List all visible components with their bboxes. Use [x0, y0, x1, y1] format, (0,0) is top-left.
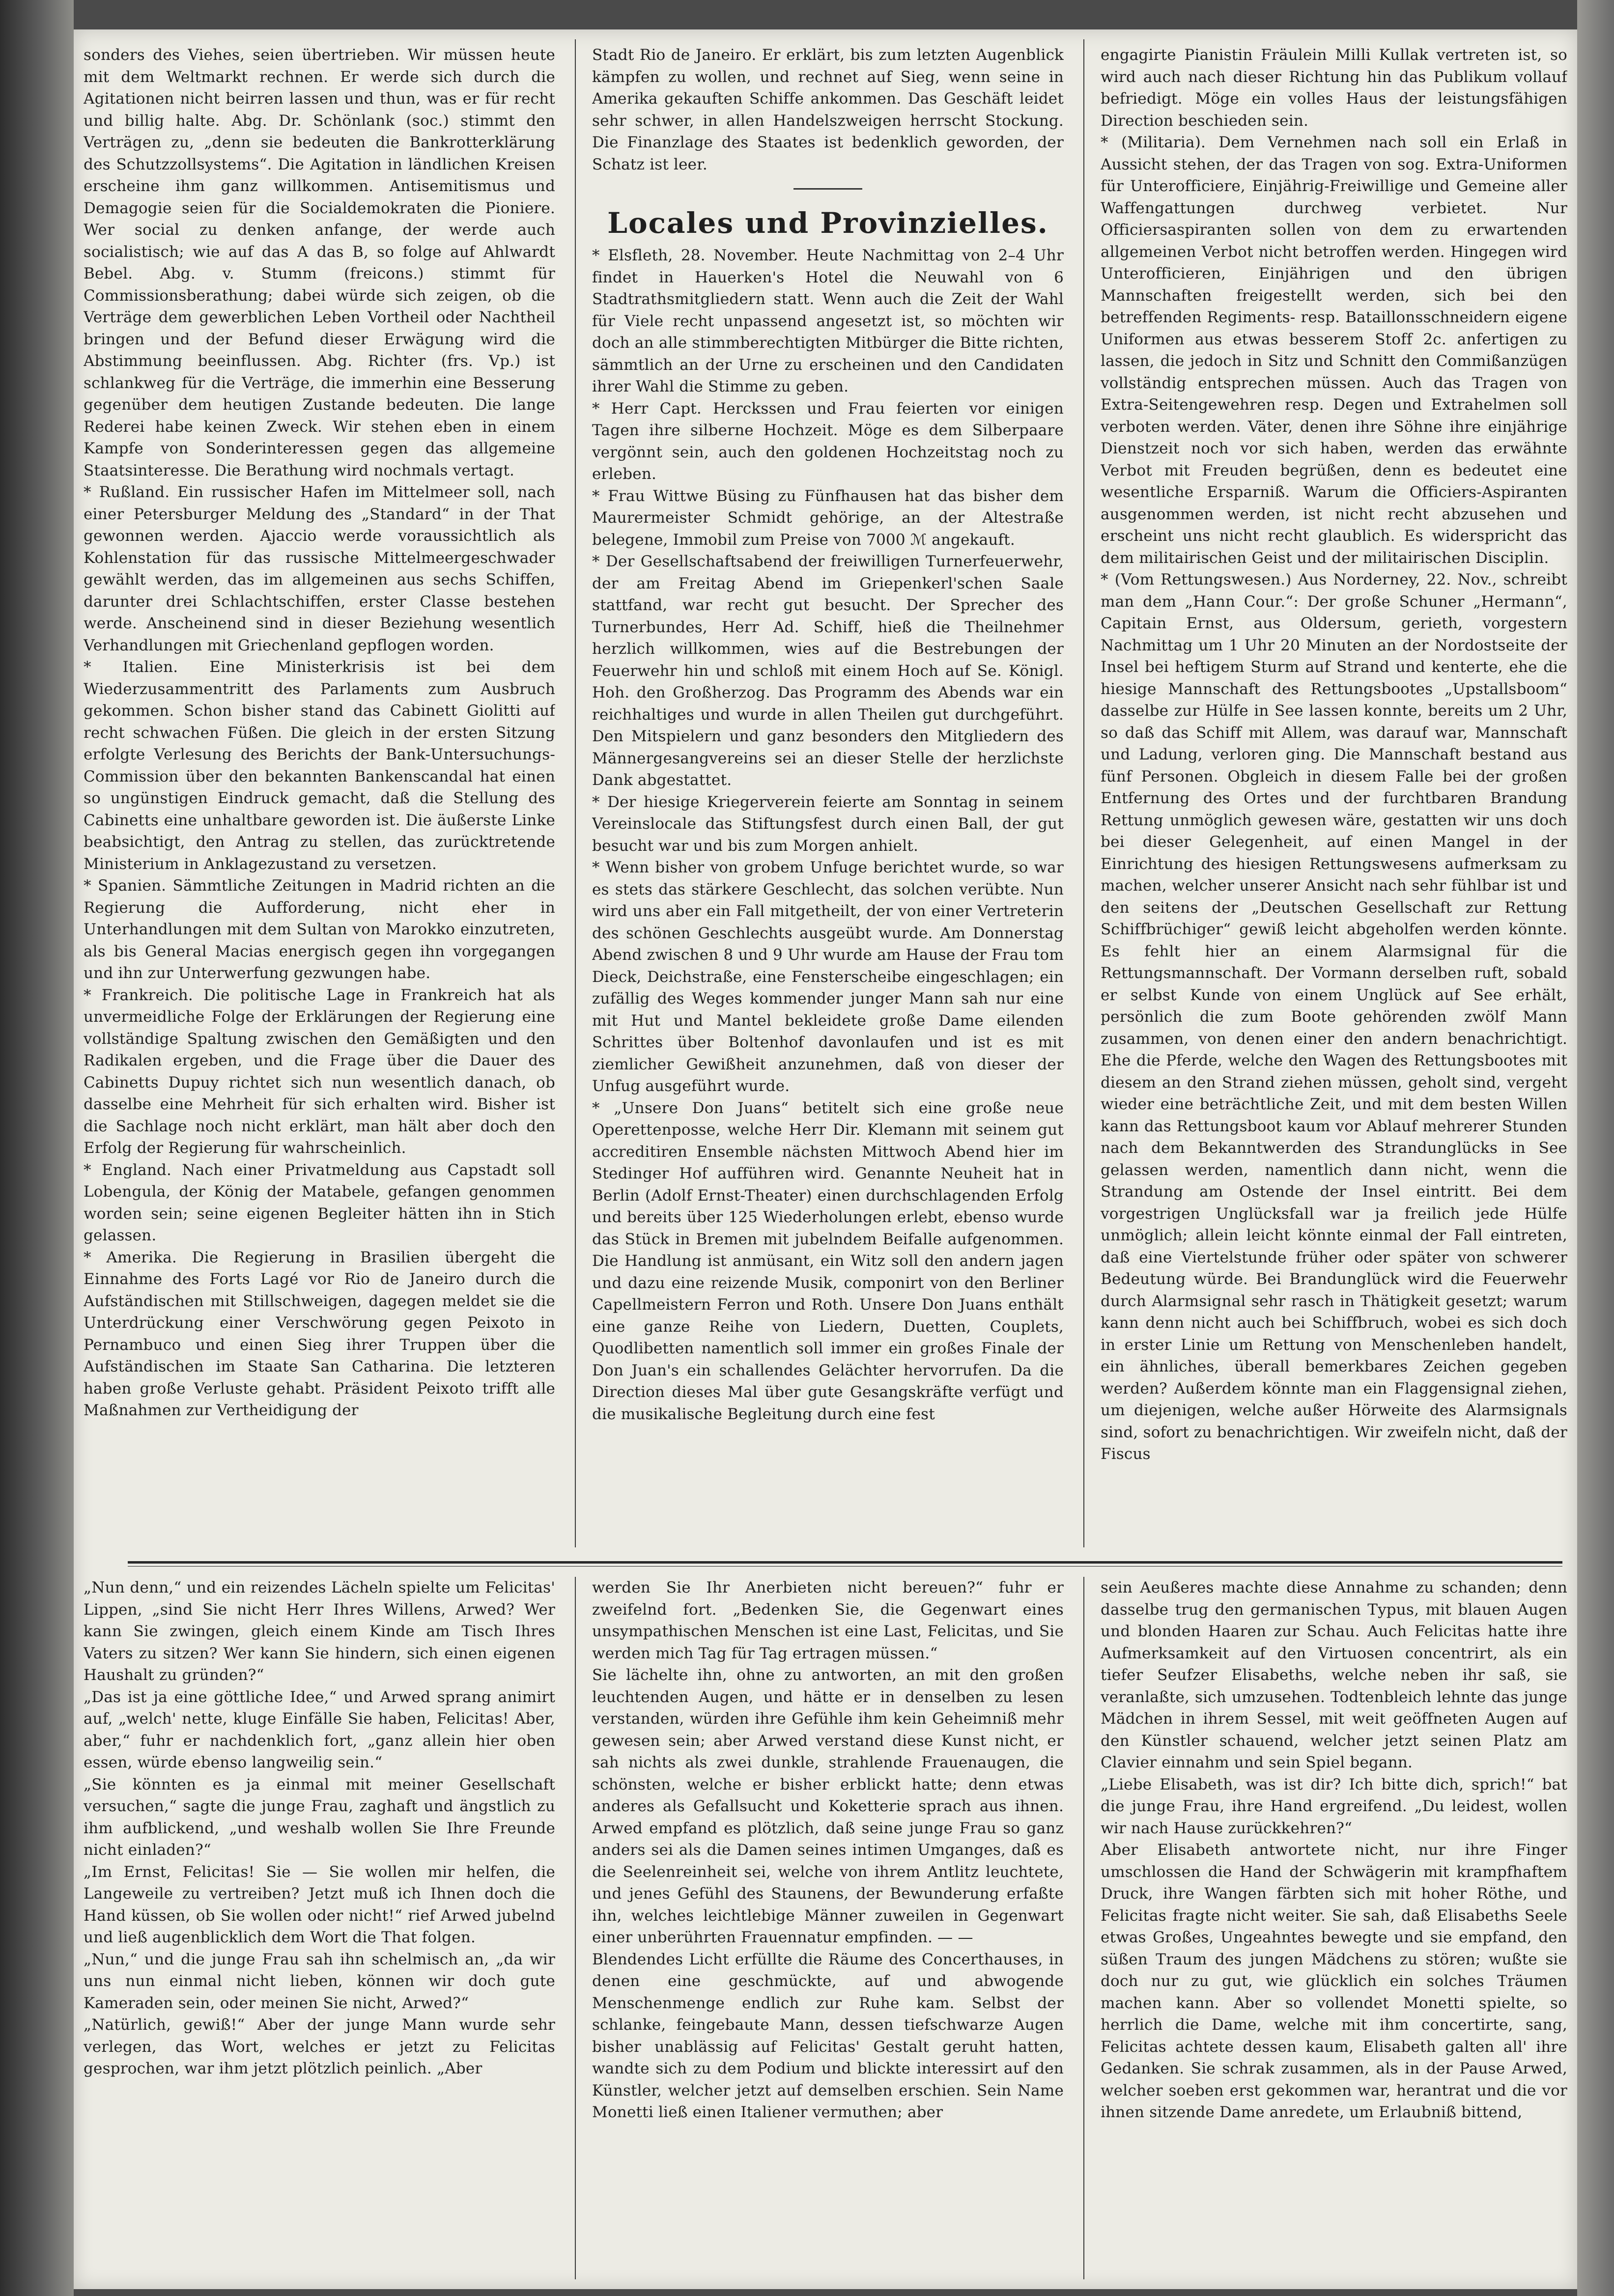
article-paragraph: * (Vom Rettungswesen.) Aus Norderney, 22. Nov., schreibt man dem „Hann Cour.“: Der große Schuner „Hermann“, Capitain Ernst, aus Oldersum, gerieth, vorgestern Nachmittag um 1 Uhr 20 Minuten an der Nordostseite der Insel bei heftigem Sturm auf Strand und kenterte, ehe die hiesige Mannschaft des Rettungsbootes „Upstallsboom“ dasselbe zur Hülfe in See lassen konnte, bereits um 2 Uhr, so daß das Schiff mit Allem, was darauf war, Mannschaft und Ladung, verloren ging. Die Mannschaft bestand aus fünf Personen. Obgleich in diesem Falle bei der großen Entfernung des Ortes und der furchtbaren Brandung Rettung unmöglich gewesen wäre, gestatten wir uns doch bei dieser Gelegenheit, auf einen Mangel in der Einrichtung des hiesigen Rettungswesens aufmerksam zu machen, welcher unserer Ansicht nach sehr fühlbar ist und den seitens der „Deutschen Gesellschaft zur Rettung Schiffbrüchiger“ gewiß leicht abgeholfen werden könnte. Es fehlt hier an einem Alarmsignal für die Rettungsmannschaft. Der Vormann derselben ruft, sobald er selbst Kunde von einem Unglück auf See erhält, persönlich die zum Boote gehörenden zwölf Mann zusammen, von denen einer den andern benachrichtigt. Ehe die Pferde, welche den Wagen des Rettungsbootes mit diesem an den Strand ziehen müssen, geholt sind, vergeht wieder eine beträchtliche Zeit, und mit dem besten Willen kann das Rettungsboot kaum vor Ablauf mehrerer Stunden nach dem Bekanntwerden des Strandunglücks in See gelassen werden, namentlich dann nicht, wenn die Strandung am Ostende der Insel eintritt. Bei dem vorgestrigen Unglücksfall war ja freilich jede Hülfe unmöglich; allein leicht könnte einmal der Fall eintreten, daß eine Viertelstunde früher oder später von schwerer Bedeutung würde. Bei Brandunglück wird die Feuerwehr durch Alarmsignal sehr rasch in Thätigkeit gesetzt; warum kann denn nicht auch bei Schiffbruch, wobei es sich doch in erster Linie um Rettung von Menschenleben handelt, ein ähnliches, überall bemerkbares Zeichen gegeben werden? Außerdem könnte man ein Flaggensignal ziehen, um diejenigen, welche außer Hörweite des Alarmsignals sind, sofort zu benachrichtigen. Wir zweifeln nicht, daß der Fiscus	[1101, 571, 1567, 1463]
short-rule	[793, 188, 862, 190]
article-paragraph: * Herr Capt. Herckssen und Frau feierten vor einigen Tagen ihre silberne Hochzeit. Möge es dem Silberpaare vergönnt sein, auch den goldenen Hochzeitstag noch zu erleben.	[592, 399, 1064, 483]
story-paragraph: „Im Ernst, Felicitas! Sie — Sie wollen mir helfen, die Langeweile zu vertreiben? Jetzt muß ich Ihnen doch die Hand küssen, ob Sie wollen oder nicht!“ rief Arwed jubelnd und ließ augenblicklich dem Wort die That folgen.	[84, 1863, 555, 1946]
story-paragraph: Sie lächelte ihn, ohne zu antworten, an mit den großen leuchtenden Augen, und hätte er in denselben zu lesen verstanden, würden ihre Gefühle ihm kein Geheimniß mehr gewesen sein; aber Arwed verstand diese Kunst nicht, er sah nichts als zwei dunkle, strahlende Frauenaugen, die schönsten, welche er bisher erblickt hatte; denn etwas anderes als Gefallsucht und Koketterie sprach aus ihnen. Arwed empfand es plötzlich, daß seine junge Frau so ganz anders sei als die Damen seines intimen Umganges, daß es die Seelenreinheit sei, welche von ihrem Antlitz leuchtete, und jenes Gefühl des Staunens, der Bewunderung erfaßte ihn, welches leichtlebige Männer zuweilen in Gegenwart einer unberührten Frauennatur empfinden. — —	[592, 1666, 1064, 1946]
story-paragraph: „Das ist ja eine göttliche Idee,“ und Arwed sprang animirt auf, „welch' nette, kluge Einfälle Sie haben, Felicitas! Aber, aber,“ fuhr er nachdenklich fort, „ganz allein hier oben essen, würde ebenso langweilig sein.“	[84, 1688, 555, 1771]
story-paragraph: Aber Elisabeth antwortete nicht, nur ihre Finger umschlossen die Hand der Schwägerin mit krampfhaftem Druck, ihre Wangen färbten sich mit hoher Röthe, und Felicitas fragte nicht weiter. Sie sah, daß Elisabeths Seele etwas Großes, Ungeahntes bewegte und sie empfand, den süßen Traum des jungen Mädchens zu stören; wußte sie doch nur zu gut, wie glücklich ein solches Träumen machen kann. Aber so vollendet Monetti spielte, so herrlich die Dame, welche mit ihm concertirte, sang, Felicitas achtete dessen kaum, Elisabeth galten all' ihre Gedanken. Sie schrak zusammen, als in der Pause Arwed, welcher soeben erst gekommen war, herantrat und die vor ihnen sitzende Dame anredete, um Erlaubniß bittend,	[1101, 1841, 1567, 2121]
article-paragraph: * Frankreich. Die politische Lage in Frankreich hat als unvermeidliche Folge der Erklärungen der Regierung eine vollständige Spaltung zwischen den Gemäßigten und den Radikalen ergeben, und die Frage über die Dauer des Cabinetts Dupuy richtet sich nun wesentlich danach, ob dasselbe eine Mehrheit für sich erhalten wird. Bisher ist die Sachlage noch nicht erklärt, man hält aber doch den Erfolg der Regierung für wahrscheinlich.	[84, 986, 555, 1157]
story-paragraph: Blendendes Licht erfüllte die Räume des Concerthauses, in denen eine geschmückte, auf und abwogende Menschenmenge endlich zur Ruhe kam. Selbst der schlanke, feingebaute Mann, dessen tiefschwarze Augen bisher unablässig auf Felicitas' Gestalt geruht hatten, wandte sich zu dem Podium und blickte interessirt auf den Künstler, welcher jetzt auf demselben erschien. Sein Name Monetti ließ einen Italiener vermuthen; aber	[592, 1950, 1064, 2121]
column-rule	[1083, 1577, 1084, 2279]
story-paragraph: „Sie könnten es ja einmal mit meiner Gesellschaft versuchen,“ sagte die junge Frau, zaghaft und ängstlich zu ihm aufblickend, „und weshalb wollen Sie Ihre Freunde nicht einladen?“	[84, 1775, 555, 1859]
article-paragraph: * Elsfleth, 28. November. Heute Nachmittag von 2–4 Uhr findet in Hauerken's Hotel die Neuwahl von 6 Stadtrathsmitgliedern statt. Wenn auch die Zeit der Wahl für Viele recht unpassend angesetzt ist, so möchten wir doch an alle stimmberechtigten Mitbürger die Bitte richten, sämmtlich an der Urne zu erscheinen und den Candidaten ihrer Wahl die Stimme zu geben.	[592, 247, 1064, 395]
newspaper-page	[74, 29, 1577, 2289]
article-paragraph: * Der Gesellschaftsabend der freiwilligen Turnerfeuerwehr, der am Freitag Abend im Griepenkerl'schen Saale stattfand, war recht gut besucht. Der Sprecher des Turnerbundes, Herr Ad. Schiff, hieß die Theilnehmer herzlich willkommen, wies auf die Bestrebungen der Feuerwehr hin und schloß mit einem Hoch auf Se. Königl. Hoh. den Großherzog. Das Programm des Abends war ein reichhaltiges und wurde in allen Theilen gut durchgeführt. Den Mitspielern und ganz besonders den Mitgliedern des Männergesangvereins sei an dieser Stelle der herzlichste Dank abgestattet.	[592, 553, 1064, 789]
article-paragraph: * Amerika. Die Regierung in Brasilien übergeht die Einnahme des Forts Lagé vor Rio de Janeiro durch die Aufständischen mit Stillschweigen, dagegen meldet sie die Unterdrückung einer Verschwörung gegen Peixoto in Pernambuco und einen Sieg ihrer Truppen über die Aufständischen im Staate San Catharina. Die letzteren haben große Verluste gehabt. Präsident Peixoto trifft alle Maßnahmen zur Vertheidigung der	[84, 1248, 555, 1419]
feuilleton-column-2	[592, 1577, 1064, 2279]
article-paragraph: sonders des Viehes, seien übertrieben. Wir müssen heute mit dem Weltmarkt rechnen. Er werde sich durch die Agitationen nicht beirren lassen und thun, was er für recht und billig halte. Abg. Dr. Schönlank (soc.) stimmt den Verträgen zu, „denn sie bedeuten die Bankrotterklärung des Schutzzollsystems“. Die Agitation in ländlichen Kreisen erscheine ihm ganz willkommen. Antisemitismus und Demagogie seien für die Socialdemokraten die Pioniere. Wer social zu denken anfange, der werde auch socialistisch; wie auf das A das B, so folge auf Ahlwardt Bebel. Abg. v. Stumm (freicons.) stimmt für Commissionsberathung; dabei würde sich zeigen, ob die Verträge dem gewerblichen Leben Vortheil oder Nachtheil bringen und der Befund dieser Erwägung wird die Abstimmung beeinflussen. Abg. Richter (frs. Vp.) ist schlankweg für die Verträge, die immerhin eine Besserung gegenüber dem heutigen Zustande bedeuten. Die lange Rederei habe keinen Zweck. Wir stehen eben in einem Kampfe von Sonderinteressen gegen das allgemeine Staatsinteresse. Die Berathung wird nochmals vertagt.	[84, 46, 555, 479]
feuilleton-separator	[128, 1561, 1562, 1564]
story-paragraph: werden Sie Ihr Anerbieten nicht bereuen?“ fuhr er zweifelnd fort. „Bedenken Sie, die Gegenwart eines unsympathischen Menschen ist eine Last, Felicitas, und Sie werden mich Tag für Tag ertragen müssen.“	[592, 1579, 1064, 1662]
book-binding-shadow	[0, 0, 74, 2296]
article-paragraph: * Der hiesige Kriegerverein feierte am Sonntag in seinem Vereinslocale das Stiftungsfest durch einen Ball, der gut besucht war und bis zum Morgen anhielt.	[592, 793, 1064, 855]
story-paragraph: „Nun,“ und die junge Frau sah ihn schelmisch an, „da wir uns nun einmal nicht lieben, können wir doch gute Kameraden sein, oder meinen Sie nicht, Arwed?“	[84, 1950, 555, 2012]
article-paragraph: Stadt Rio de Janeiro. Er erklärt, bis zum letzten Augenblick kämpfen zu wollen, und rechnet auf Sieg, wenn seine in Amerika gekauften Schiffe ankommen. Das Geschäft leidet sehr schwer, in allen Handelszweigen herrscht Stockung. Die Finanzlage des Staates ist bedenklich geworden, der Schatz ist leer.	[592, 46, 1064, 173]
article-paragraph: * Spanien. Sämmtliche Zeitungen in Madrid richten an die Regierung die Aufforderung, nicht eher in Unterhandlungen mit dem Sultan von Marokko einzutreten, als bis General Macias energisch gegen ihn vorgegangen und ihn zur Unterwerfung gezwungen habe.	[84, 877, 555, 982]
story-paragraph: „Liebe Elisabeth, was ist dir? Ich bitte dich, sprich!“ bat die junge Frau, ihre Hand ergreifend. „Du leidest, wollen wir nach Hause zurückkehren?“	[1101, 1775, 1567, 1837]
article-paragraph: * (Militaria). Dem Vernehmen nach soll ein Erlaß in Aussicht stehen, der das Tragen von sog. Extra-Uniformen für Unterofficiere, Einjährig-Freiwillige und Gemeine aller Waffengattungen durchweg verbietet. Nur Officiersaspiranten sollen von dem zu erwartenden allgemeinen Verbot nicht betroffen werden. Hingegen wird Unterofficieren, Einjährigen und den übrigen Mannschaften freigestellt werden, sich bei den betreffenden Regiments- resp. Bataillonsschneidern eigene Uniformen aus etwas besserem Stoff 2c. anfertigen zu lassen, die jedoch in Sitz und Schnitt den Commißanzügen vollständig entsprechen müssen. Auch das Tragen von Extra-Seitengewehren resp. Degen und Extrahelmen soll verboten werden. Väter, denen ihre Söhne ihre einjährige Dienstzeit noch vor sich haben, werden das erwähnte Verbot mit Freuden begrüßen, denn es bedeutet eine wesentliche Ersparniß. Warum die Officiers-Aspiranten ausgenommen werden, ist nicht recht abzusehen und erscheint uns nicht recht glaublich. Es widerspricht das dem militairischen Geist und der militairischen Disciplin.	[1101, 134, 1567, 567]
news-column-2	[592, 44, 1064, 1547]
feuilleton-column-1	[84, 1577, 555, 2279]
story-paragraph: „Natürlich, gewiß!“ Aber der junge Mann wurde sehr verlegen, das Wort, welches er jetzt zu Felicitas gesprochen, war ihm jetzt plötzlich peinlich. „Aber	[84, 2016, 555, 2077]
article-paragraph: * Italien. Eine Ministerkrisis ist bei dem Wiederzusammentritt des Parlaments zum Ausbruch gekommen. Schon bisher stand das Cabinett Giolitti auf recht schwachen Füßen. Die gleich in der ersten Sitzung erfolgte Verlesung des Berichts der Bank-Untersuchungs-Commission über den bekannten Bankenscandal hat einen so ungünstigen Eindruck gemacht, daß die Stellung des Cabinetts eine unhaltbare geworden ist. Die äußerste Linke beabsichtigt, den Antrag zu stellen, das zurücktretende Ministerium in Anklagezustand zu versetzen.	[84, 658, 555, 873]
news-column-3	[1101, 44, 1567, 1547]
story-paragraph: „Nun denn,“ und ein reizendes Lächeln spielte um Felicitas' Lippen, „sind Sie nicht Herr Ihres Willens, Arwed? Wer kann Sie zwingen, gleich einem Kinde am Tisch Ihres Vaters zu sitzen? Wer kann Sie hindern, sich einen eigenen Haushalt zu gründen?“	[84, 1579, 555, 1684]
column-rule	[575, 39, 576, 1547]
article-paragraph: engagirte Pianistin Fräulein Milli Kullak vertreten ist, so wird auch nach dieser Richtung hin das Publikum vollauf befriedigt. Möge ein volles Haus der leistungsfähigen Direction beschieden sein.	[1101, 46, 1567, 130]
column-rule	[1083, 39, 1084, 1547]
article-paragraph: * „Unsere Don Juans“ betitelt sich eine große neue Operettenposse, welche Herr Dir. Klemann mit seinem gut accreditiren Ensemble nächsten Mittwoch Abend hier im Stedinger Hof aufführen wird. Genannte Neuheit hat in Berlin (Adolf Ernst-Theater) einen durchschlagenden Erfolg und bereits über 125 Wiederholungen erlebt, ebenso wurde das Stück in Bremen mit jubelndem Beifalle aufgenommen. Die Handlung ist anmüsant, ein Witz soll den andern jagen und dazu eine reizende Musik, componirt von den Berliner Capellmeistern Ferron und Roth. Unsere Don Juans enthält eine ganze Reihe von Liedern, Duetten, Couplets, Quodlibetten namentlich soll immer ein großes Finale der Don Juan's ein schallendes Gelächter hervorrufen. Da die Direction dieses Mal über gute Gesangskräfte verfügt und die musikalische Begleitung durch eine fest	[592, 1099, 1064, 1423]
feuilleton-column-3	[1101, 1577, 1567, 2279]
article-paragraph: * Wenn bisher von grobem Unfuge berichtet wurde, so war es stets das stärkere Geschlecht, das solchen verübte. Nun wird uns aber ein Fall mitgetheilt, der von einer Vertreterin des schönen Geschlechts ausgeübt wurde. Am Donnerstag Abend zwischen 8 und 9 Uhr wurde am Hause der Frau tom Dieck, Deichstraße, eine Fensterscheibe eingeschlagen; ein zufällig des Weges kommender junger Mann sah nur eine mit Hut und Mantel bekleidete große Dame eilenden Schrittes über Boltenhof davonlaufen und ist es mit ziemlicher Gewißheit anzunehmen, daß von dieser der Unfug ausgeführt wurde.	[592, 859, 1064, 1095]
article-paragraph: * Frau Wittwe Büsing zu Fünfhausen hat das bisher dem Maurermeister Schmidt gehörige, an der Altestraße belegene, Immobil zum Preise von 7000 ℳ angekauft.	[592, 487, 1064, 549]
article-paragraph: * England. Nach einer Privatmeldung aus Capstadt soll Lobengula, der König der Matabele, gefangen genommen worden sein; seine eigenen Begleiter hätten ihn in Stich gelassen.	[84, 1161, 555, 1244]
feuilleton-separator-thin	[128, 1566, 1562, 1567]
news-column-1	[84, 44, 555, 1547]
article-paragraph: * Rußland. Ein russischer Hafen im Mittelmeer soll, nach einer Petersburger Meldung des „Standard“ in der That gewonnen werden. Ajaccio werde voraussichtlich als Kohlenstation für das russische Mittelmeergeschwader gewählt werden, das im allgemeinen aus sechs Schiffen, darunter drei Schlachtschiffen, erster Classe bestehen werde. Anscheinend sind in dieser Beziehung wesentlich Verhandlungen mit Griechenland gepflogen worden.	[84, 483, 555, 654]
section-heading: Locales und Provinzielles.	[607, 206, 1048, 240]
story-paragraph: sein Aeußeres machte diese Annahme zu schanden; denn dasselbe trug den germanischen Typus, mit blauen Augen und blonden Haaren zur Schau. Auch Felicitas hatte ihre Aufmerksamkeit auf den Virtuosen concentrirt, als ein tiefer Seufzer Elisabeths, welche neben ihr saß, sie veranlaßte, sich umzusehen. Todtenbleich lehnte das junge Mädchen in ihrem Sessel, mit weit geöffneten Augen auf den Künstler schauend, welcher jetzt seinen Platz am Clavier einnahm und sein Spiel begann.	[1101, 1579, 1567, 1771]
page-edge	[1577, 0, 1614, 2296]
column-rule	[575, 1577, 576, 2279]
